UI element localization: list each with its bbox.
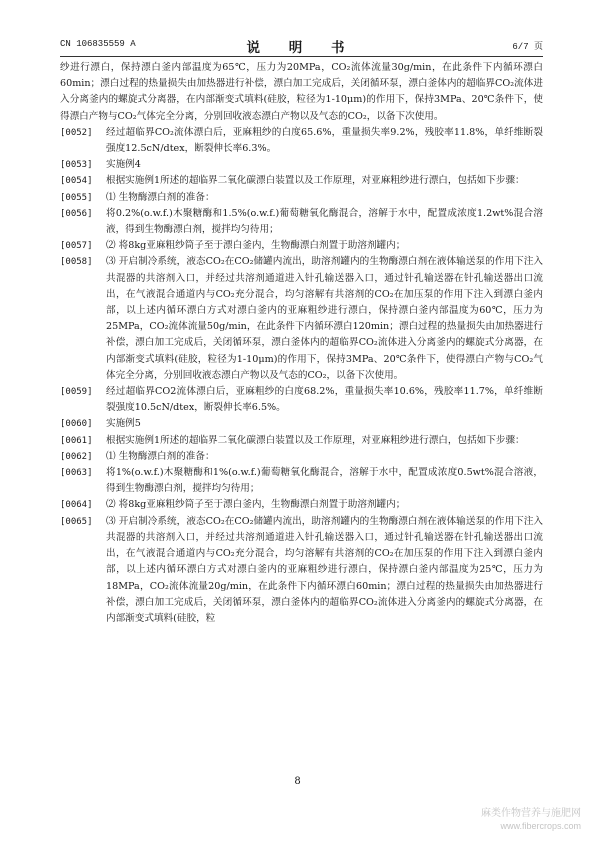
paragraph-0053 — [60, 157, 543, 173]
paragraph-number: [0054] — [60, 176, 93, 187]
paragraph-text: 经过超临界CO2流体漂白后，亚麻粗纱的白度68.2%，重量损失率10.6%，残胶率11.7%，单纤维断裂强度10.5cN/dtex，断裂伸长率6.5%。 — [106, 386, 543, 414]
section-heading: 实施例5 — [106, 418, 141, 430]
page-number: 8 — [294, 776, 301, 787]
paragraph-number: [0062] — [60, 451, 93, 462]
paragraph-number: [0063] — [60, 468, 93, 479]
paragraph-0058 — [60, 254, 543, 384]
paragraph-0060 — [60, 416, 543, 432]
paragraph-text: ⑶ 开启制冷系统，液态CO₂在CO₂储罐内流出，助溶剂罐内的生物酶漂白剂在液体输送泵的作用下注入共混器的共溶剂入口，并经过共溶剂通道进入针孔输送器入口，通过针孔输送器在针孔输送器出口流出，在气液混合通道内与CO₂充分混合，均匀溶解有共溶剂的CO₂在加压泵的作用下注入到漂白釜内部，以上述内循环漂白方式对漂白釜内的亚麻粗纱进行漂白，保持漂白釜内部温度为60℃，压力为25MPa，CO₂流体流量50g/min，在此条件下内循环漂白120min；漂白过程的热量损失由加热器进行补偿，漂白加工完成后，关闭循环泵，漂白釜体内的超临界CO₂流体进入分离釜内的螺旋式分离器，在内部渐变式填料(硅胶，粒径为1-10μm)的作用下，保持3MPa、20℃条件下，使得漂白产物与CO₂气体完全分离，分别回收液态漂白产物以及气态的CO₂，以备下次使用。 — [106, 256, 543, 381]
paragraph-0059 — [60, 384, 543, 416]
paragraph-0056 — [60, 206, 543, 238]
watermark — [481, 808, 581, 832]
document-body — [60, 60, 543, 627]
paragraph-text: 经过超临界CO₂流体漂白后，亚麻粗纱的白度65.6%，重量损失率9.2%，残胶率11.8%，单纤维断裂强度12.5cN/dtex，断裂伸长率6.3%。 — [106, 126, 543, 155]
paragraph-number: [0064] — [60, 500, 93, 511]
paragraph-text: 将0.2%(o.w.f.)木聚糖酶和1.5%(o.w.f.)葡萄糖氧化酶混合，溶解于水中，配置成浓度1.2wt%混合溶液，得到生物酶漂白剂，搅拌均匀待用； — [106, 207, 543, 236]
paragraph-text: ⑴ 生物酶漂白剂的准备： — [106, 450, 215, 462]
paragraph-number: [0056] — [60, 208, 93, 219]
paragraph-number: [0055] — [60, 192, 93, 203]
paragraph-0065 — [60, 514, 543, 627]
continued-paragraph: 纱进行漂白，保持漂白釜内部温度为65℃，压力为20MPa，CO₂流体流量30g/min，在此条件下内循环漂白60min；漂白过程的热量损失由加热器进行补偿，漂白加工完成后，关闭循环泵，漂白釜体内的超临界CO₂流体进入分离釜内的螺旋式分离器，在内部渐变式填料(硅胶，粒径为1-10μm)的作用下，保持3MPa、20℃条件下，使得漂白产物与CO₂气体完全分离，分别回收液态漂白产物以及气态的CO₂，以备下次使用。 — [60, 62, 543, 122]
paragraph-number: [0053] — [60, 160, 93, 171]
paragraph-0057 — [60, 238, 543, 254]
paragraph-number: [0059] — [60, 387, 93, 398]
paragraph-number: [0061] — [60, 435, 93, 446]
page-header — [60, 36, 543, 54]
paragraph-text: ⑵ 将8kg亚麻粗纱筒子至于漂白釜内，生物酶漂白剂置于助溶剂罐内； — [106, 499, 406, 511]
paragraph-0055 — [60, 190, 543, 206]
paragraph-number: [0052] — [60, 127, 93, 138]
paragraph-0061 — [60, 433, 543, 449]
watermark-url: www.fibercrops.com — [500, 821, 581, 831]
paragraph-number: [0058] — [60, 257, 93, 268]
paragraph-text: ⑶ 开启制冷系统，液态CO₂在CO₂储罐内流出，助溶剂罐内的生物酶漂白剂在液体输送泵的作用下注入共混器的共溶剂入口，并经过共溶剂通道进入针孔输送器入口，通过针孔输送器在针孔输送器出口流出，在气液混合通道内与CO₂充分混合，均匀溶解有共溶剂的CO₂在加压泵的作用下注入到漂白釜内部，以上述内循环漂白方式对漂白釜内的亚麻粗纱进行漂白，保持漂白釜内部温度为25℃，压力为18MPa，CO₂流体流量20g/min，在此条件下内循环漂白60min；漂白过程的热量损失由加热器进行补偿，漂白加工完成后，关闭循环泵，漂白釜体内的超临界CO₂流体进入分离釜内的螺旋式分离器，在内部渐变式填料(硅胶，粒 — [106, 515, 543, 624]
paragraph-text: ⑵ 将8kg亚麻粗纱筒子至于漂白釜内，生物酶漂白剂置于助溶剂罐内； — [106, 240, 406, 252]
paragraph-number: [0057] — [60, 241, 93, 252]
paragraph-0064 — [60, 497, 543, 513]
paragraph-text: 根据实施例1所述的超临界二氧化碳漂白装置以及工作原理，对亚麻粗纱进行漂白，包括如下步骤： — [106, 434, 525, 446]
watermark-site-name: 麻类作物营养与施肥网 — [481, 808, 581, 819]
paragraph-text: 将1%(o.w.f.)木聚糖酶和1%(o.w.f.)葡萄糖氧化酶混合，溶解于水中，配置成浓度0.5wt%混合溶液，得到生物酶漂白剂，搅拌均匀待用； — [106, 467, 543, 495]
header-rule — [60, 56, 543, 57]
document-title: 说 明 书 — [246, 40, 357, 56]
paragraph-0062 — [60, 449, 543, 465]
paragraph-text: 根据实施例1所述的超临界二氧化碳漂白装置以及工作原理，对亚麻粗纱进行漂白，包括如下步骤： — [106, 175, 525, 187]
paragraph-number: [0060] — [60, 419, 93, 430]
section-heading: 实施例4 — [106, 159, 141, 171]
paragraph-0054 — [60, 173, 543, 189]
paragraph-0063 — [60, 465, 543, 497]
paragraph-0052 — [60, 125, 543, 157]
paragraph-number: [0065] — [60, 516, 93, 527]
page-count: 6/7 页 — [512, 42, 543, 52]
publication-number: CN 106835559 A — [60, 39, 136, 49]
paragraph-text: ⑴ 生物酶漂白剂的准备： — [106, 191, 215, 203]
